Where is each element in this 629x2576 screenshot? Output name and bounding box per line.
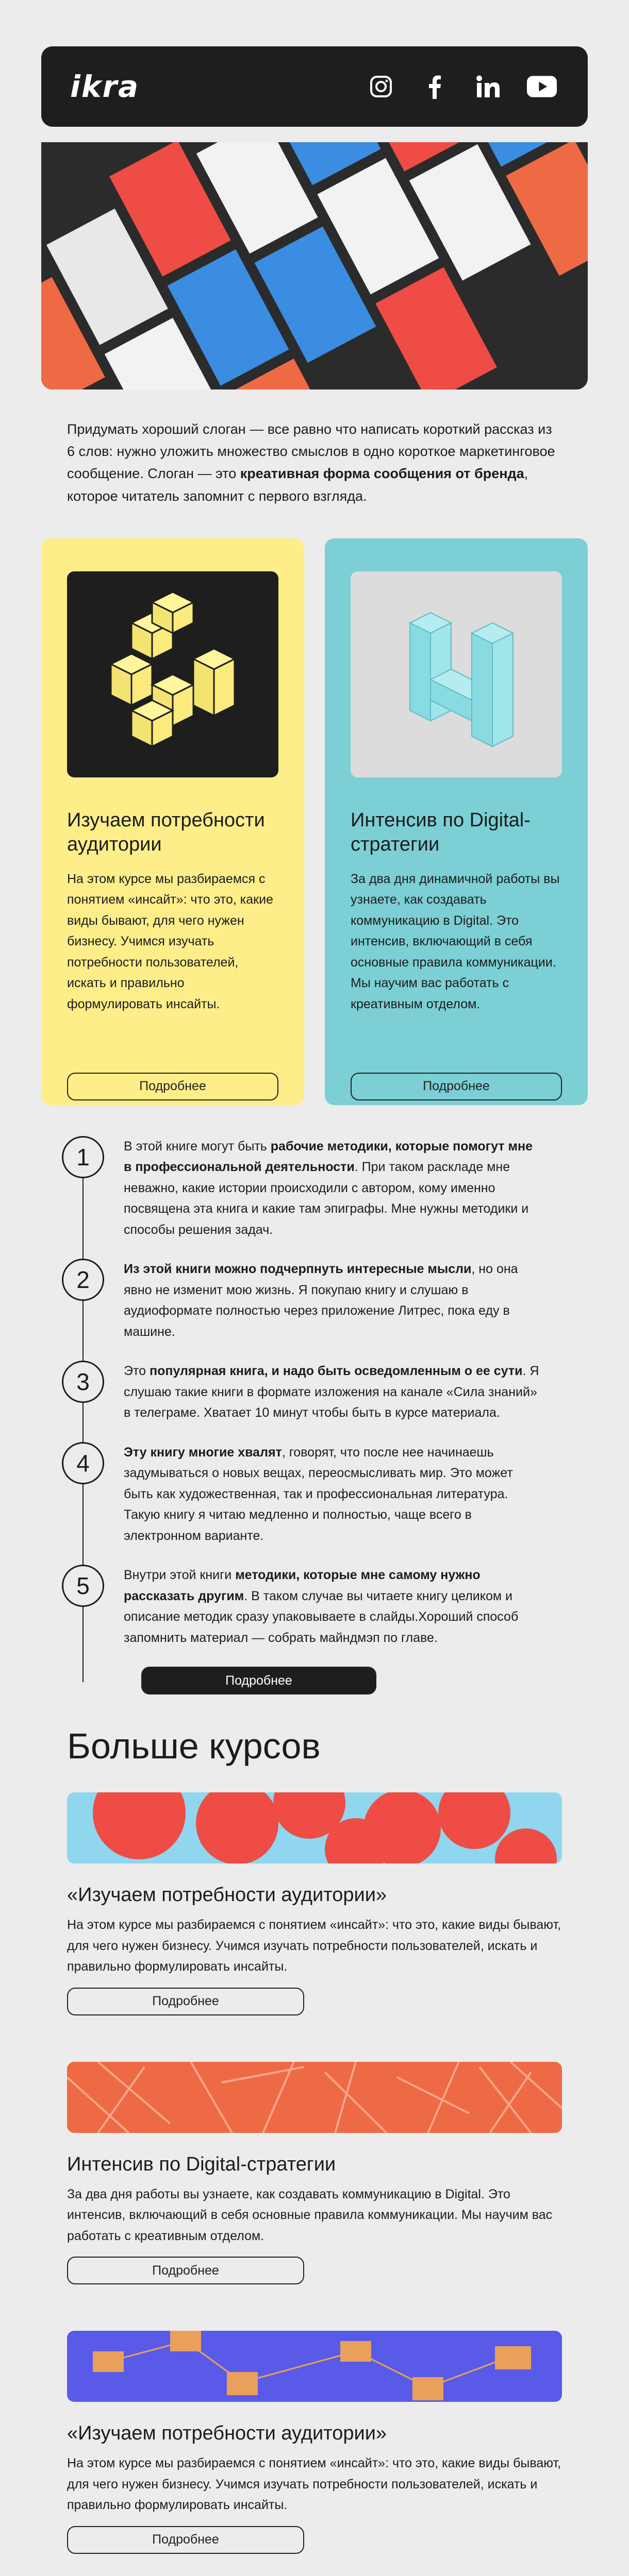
details-button[interactable]: Подробнее: [67, 2257, 304, 2284]
blocks-illustration: [351, 571, 562, 777]
details-button[interactable]: Подробнее: [67, 1988, 304, 2015]
step-text: [124, 1565, 541, 1648]
step-text: [124, 1136, 541, 1241]
list-item: [62, 1442, 588, 1547]
course-card-digital: [325, 538, 588, 1105]
details-button[interactable]: Подробнее: [67, 2526, 304, 2554]
facebook-icon[interactable]: [420, 73, 450, 100]
course-card-audience: [41, 538, 304, 1105]
header: [41, 46, 588, 127]
intro-bold: креативная форма сообщения от бренда: [240, 466, 524, 482]
step-number: 4: [62, 1442, 104, 1484]
step-bold: популярная книга, и надо быть осведомленным о ее сути: [150, 1364, 523, 1379]
hero-image: [41, 142, 588, 389]
details-button[interactable]: Подробнее: [351, 1073, 562, 1100]
intro-text-part: Придумать хороший слоган — все равно что написать короткий рассказ из 6 слов: нужно уложить множество смыслов в одно короткое маркетинговое сообщение. Слоган — это: [67, 421, 555, 482]
social-links: [366, 73, 557, 100]
list-item: [62, 1565, 588, 1648]
step-text-part: В этой книге могут быть: [124, 1139, 271, 1154]
card-title: Изучаем потребности аудитории: [67, 809, 265, 856]
step-text: [124, 1442, 541, 1547]
course-text: За два дня работы вы узнаете, как создавать коммуникацию в Digital. Это интенсив, включающий в себя основные правила коммуникации. Мы научим вас работать с креативным отделом.: [67, 2187, 553, 2243]
cubes-illustration: [67, 571, 278, 777]
course-title: Интенсив по Digital-стратегии: [67, 2153, 336, 2175]
course-banner: [67, 2331, 562, 2402]
step-text: [124, 1361, 541, 1423]
list-item: [62, 1136, 588, 1241]
list-item: [62, 1259, 588, 1342]
step-text-part: , говорят, что после нее начинаешь задумываться о новых вещах, переосмысливать мир. Это может быть как художественная, так и профессиональная литература. Такую книгу я читаю медленно и полностью, чаще всего в электронном варианте.: [124, 1445, 513, 1543]
step-text-part: . В таком случае вы читаете книгу целиком и описание методик сразу упаковываете в слайды.Хороший способ запомнить материал — собрать майндмэп по главе.: [124, 1588, 519, 1645]
card-text: За два дня динамичной работы вы узнаете, как создавать коммуникацию в Digital. Это интенсив, включающий в себя основные правила коммуникации. Мы научим вас работать с креативным отделом.: [351, 871, 560, 1011]
card-text: На этом курсе мы разбираемся с понятием «инсайт»: что это, какие виды бывают, для чего нужен бизнесу. Учимся изучать потребности пользователей, искать и правильно формулировать инсайты.: [67, 871, 273, 1011]
youtube-icon[interactable]: [527, 73, 557, 100]
course-item: [67, 2331, 562, 2554]
step-text-part: Это: [124, 1364, 150, 1379]
step-text-part: , но она явно не изменит мою жизнь. Я покупаю книгу и слушаю в аудиоформате полностью через приложение Литрес, пока еду в машине.: [124, 1262, 518, 1339]
course-banner: [67, 1792, 562, 1863]
step-bold: методики, которые мне самому нужно рассказать другим: [124, 1568, 481, 1603]
course-title: «Изучаем потребности аудитории»: [67, 1884, 387, 1906]
logo[interactable]: ikra: [70, 69, 140, 104]
step-bold: рабочие методики, которые помогут мне в профессиональной деятельности: [124, 1139, 533, 1175]
course-banner: [67, 2062, 562, 2133]
email-container: [41, 46, 588, 2576]
step-text-part: Внутри этой книги: [124, 1568, 236, 1583]
more-courses-title: Больше курсов: [67, 1726, 321, 1767]
step-number: 5: [62, 1565, 104, 1607]
details-button[interactable]: Подробнее: [67, 1073, 278, 1100]
linkedin-icon[interactable]: [473, 73, 503, 100]
intro-text-part: , которое читатель запомнит с первого взгляда.: [67, 466, 528, 504]
step-number: 1: [62, 1136, 104, 1178]
step-text-part: . Я слушаю такие книги в формате изложения на канале «Сила знаний» в телеграме. Хватает 10 минут чтобы быть в курсе материала.: [124, 1364, 539, 1420]
step-text-part: . При таком раскладе мне неважно, какие истории происходили с автором, кому именно посвящена эта книга и какие там эпиграфы. Мне нужны методики и способы решения задач.: [124, 1160, 529, 1237]
course-title: «Изучаем потребности аудитории»: [67, 2422, 387, 2445]
course-cards: [41, 538, 588, 1105]
course-text: На этом курсе мы разбираемся с понятием «инсайт»: что это, какие виды бывают, для чего нужен бизнесу. Учимся изучать потребности пользователей, искать и правильно формулировать инсайты.: [67, 1918, 561, 1974]
intro-text: [41, 389, 588, 507]
step-number: 3: [62, 1361, 104, 1403]
course-item: [67, 2062, 562, 2285]
step-bold: Из этой книги можно подчерпнуть интересные мысли: [124, 1262, 472, 1277]
step-text: [124, 1259, 541, 1342]
step-number: 2: [62, 1259, 104, 1301]
numbered-list: [41, 1136, 588, 1695]
list-item: [62, 1361, 588, 1423]
instagram-icon[interactable]: [366, 73, 396, 100]
details-button[interactable]: Подробнее: [141, 1667, 376, 1694]
step-bold: Эту книгу многие хвалят: [124, 1445, 282, 1460]
course-text: На этом курсе мы разбираемся с понятием «инсайт»: что это, какие виды бывают, для чего нужен бизнесу. Учимся изучать потребности пользователей, искать и правильно формулировать инсайты.: [67, 2456, 561, 2513]
course-item: [67, 1792, 562, 2015]
card-title: Интенсив по Digital-стратегии: [351, 809, 531, 856]
